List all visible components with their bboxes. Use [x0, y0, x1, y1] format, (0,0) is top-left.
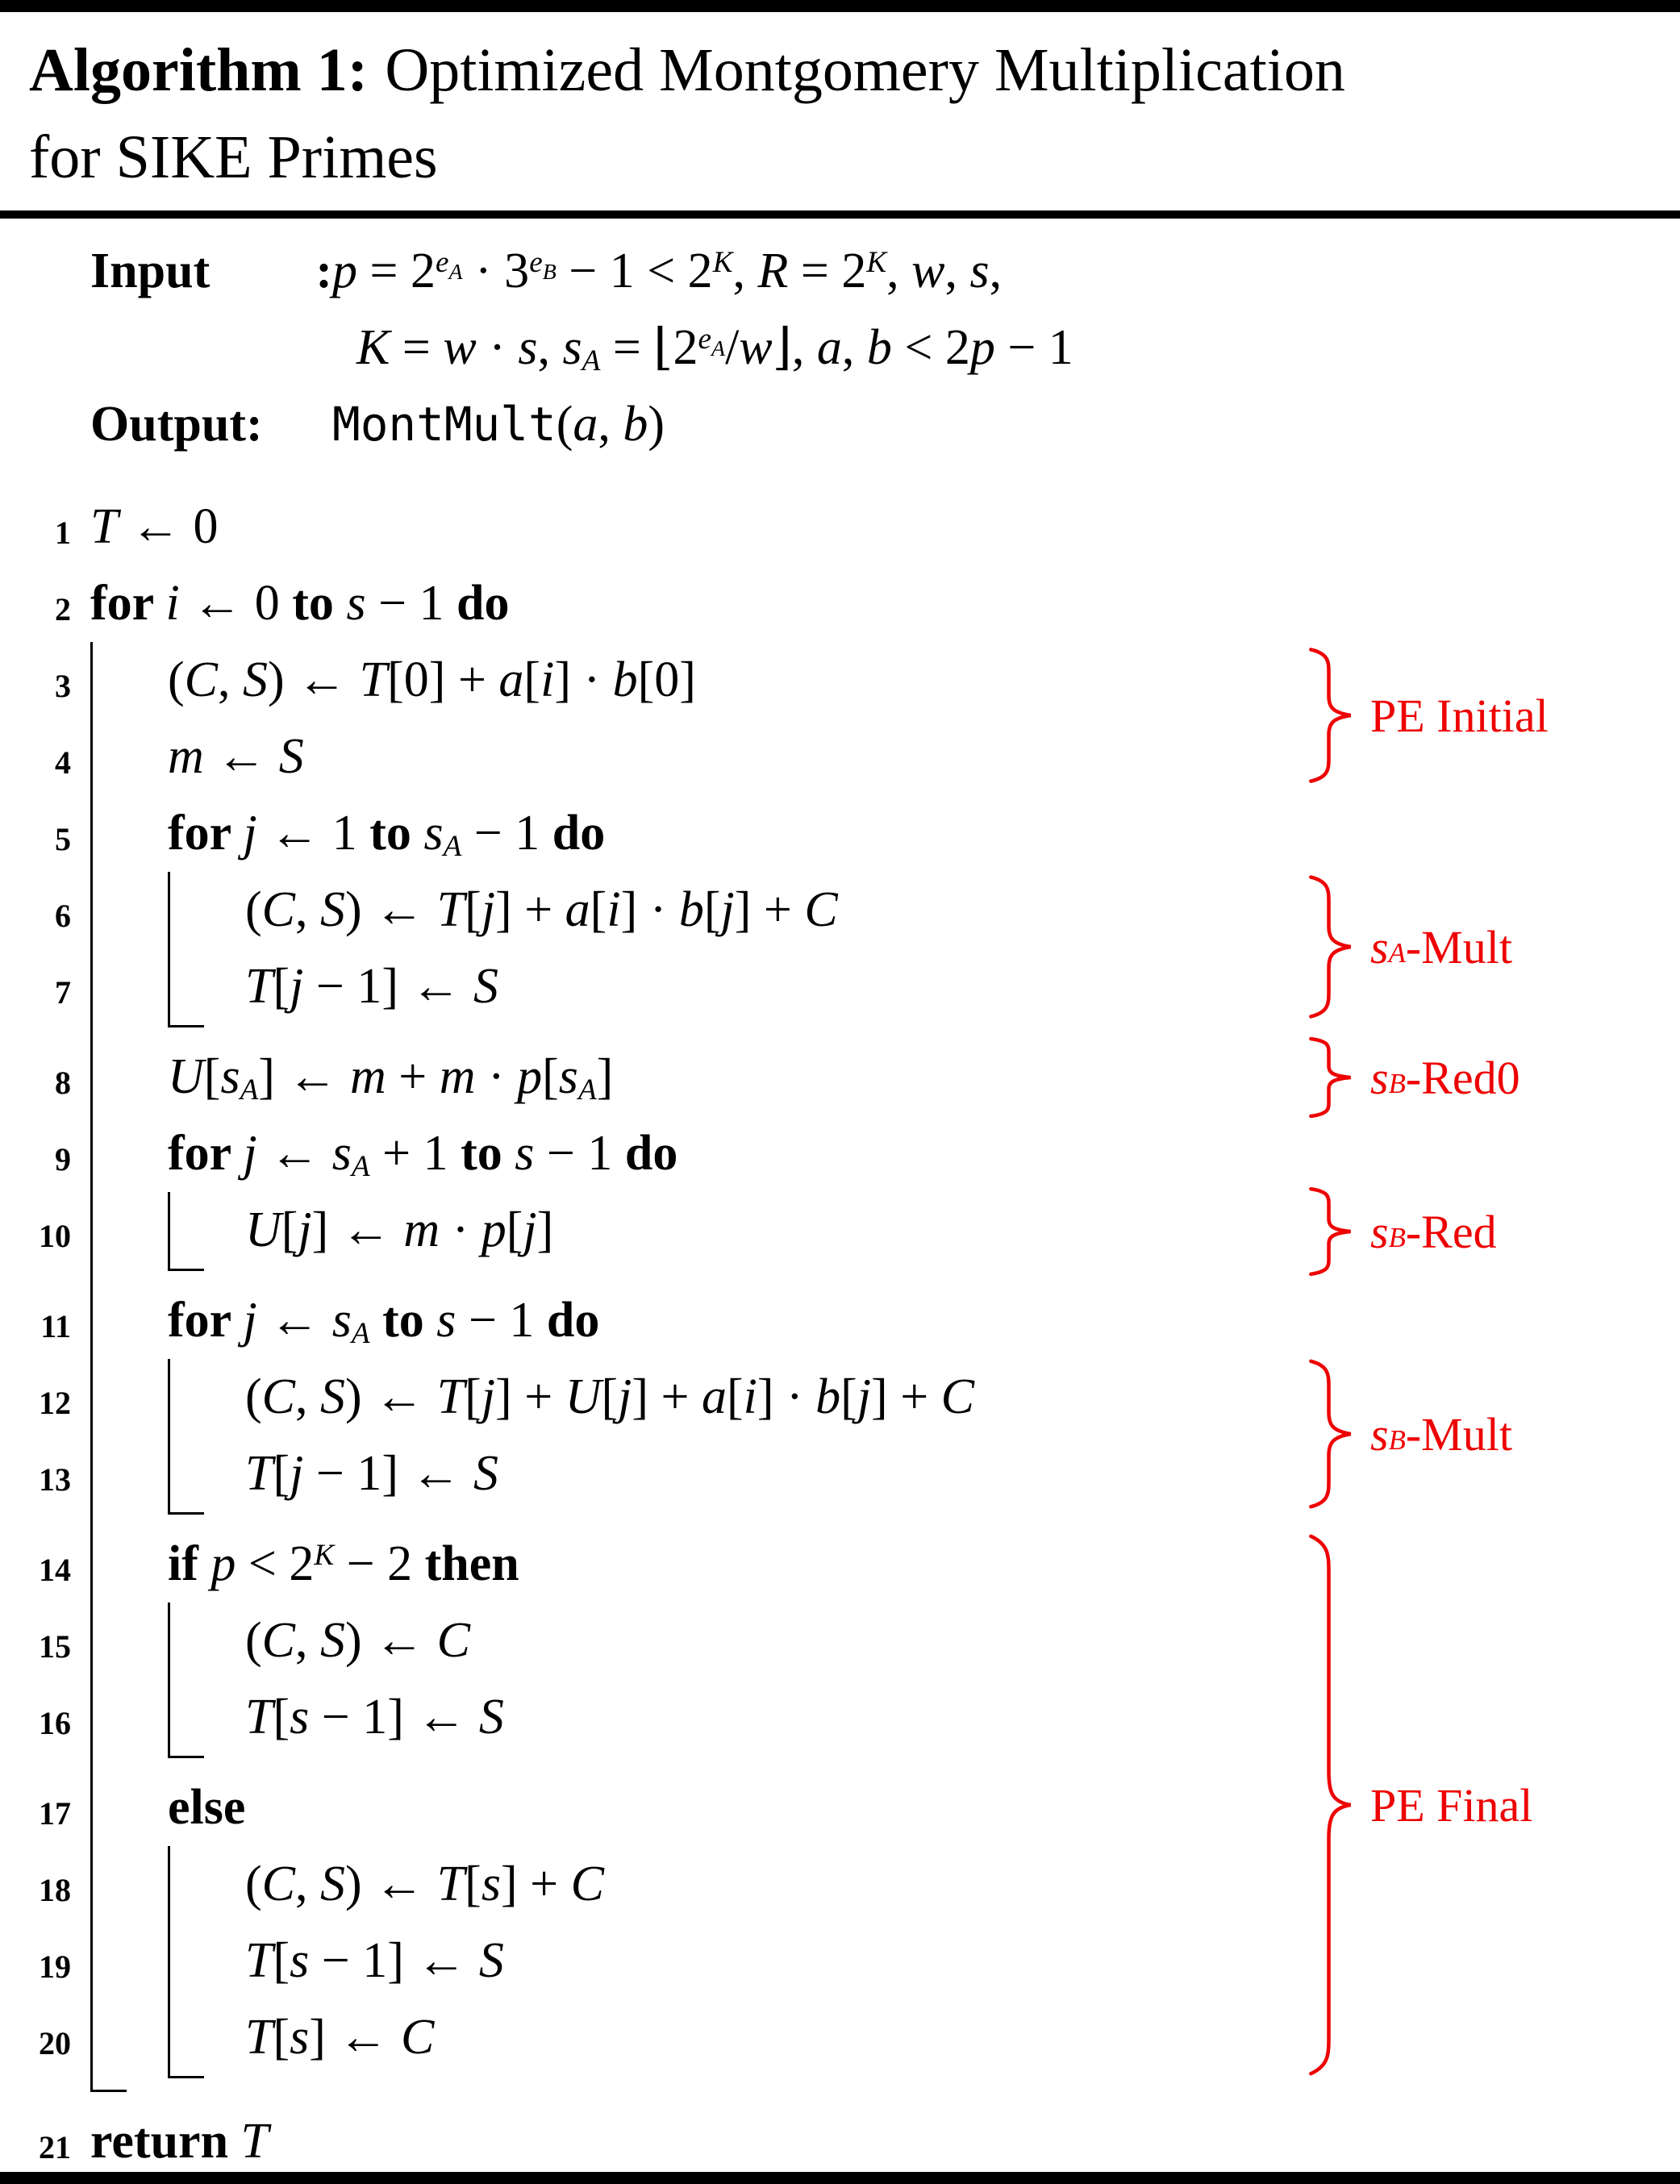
algo-line-9 [55, 1115, 1680, 1192]
sb-mult-brace-icon [1301, 1358, 1361, 1510]
input-expression [332, 233, 1680, 386]
line-number: 7 [55, 974, 71, 1011]
input-expression-line2: K = w · s, $s_A$ = $⌊2^{e_A}/w⌋$, a, b < 2p − 1 [356, 320, 1073, 378]
line-number: 3 [55, 668, 71, 704]
sb-red0-label: s $_B$ -Red0 [1370, 1051, 1520, 1104]
sa-mult-brace-icon [1301, 874, 1361, 1019]
algorithm-caption-label: Algorithm 1: [29, 36, 369, 104]
algorithm-body [0, 484, 1680, 2180]
line-code: if $p < 2^K - 2$ then [168, 1536, 519, 1591]
line-code: T[s] ← C [245, 2010, 435, 2065]
line-number: 6 [55, 898, 71, 934]
line-code: (C, S) ← C [245, 1613, 471, 1668]
line-number: 9 [55, 1141, 71, 1177]
line-code: U[j] ← m · p[j] [245, 1202, 554, 1257]
line-number: 13 [39, 1461, 71, 1498]
line-code: else [168, 1780, 246, 1835]
algo-line-1 [55, 489, 1680, 565]
sb-red-brace-icon [1301, 1187, 1361, 1276]
line-number: 1 [55, 515, 71, 551]
line-number: 12 [39, 1385, 71, 1421]
pe-initial-label: PE Initial [1370, 689, 1549, 742]
output-expression: MontMult(a, b) [332, 397, 665, 452]
pe-final-label: PE Final [1370, 1778, 1533, 1832]
sa-mult-label: s $_A$ -Mult [1370, 920, 1512, 973]
line-number: 18 [39, 1872, 71, 1908]
line-number: 17 [39, 1795, 71, 1832]
pe-initial-annotation [1301, 647, 1549, 784]
algo-line-2 [55, 565, 1680, 642]
algorithm-caption-line1: Optimized Montgomery Multiplication [385, 36, 1345, 104]
input-colon: : [315, 244, 332, 298]
input-label: Input [90, 244, 211, 298]
line-code: for j ← 1 to $s_A - 1$ do [168, 806, 606, 864]
input-row [90, 233, 1680, 386]
line-code: T[j − 1] ← S [245, 959, 498, 1014]
line-code: (C, S) ← T[0] + a[i] · b[0] [168, 652, 696, 707]
line-number: 4 [55, 744, 71, 781]
line-code: $U[s_A]$ ← $m + m \cdot p[s_A]$ [168, 1049, 614, 1107]
line-number: 10 [39, 1218, 71, 1254]
line-number: 8 [55, 1065, 71, 1101]
output-label: Output: [90, 397, 263, 452]
sb-mult-label: s $_B$ -Mult [1370, 1407, 1512, 1461]
sb-red0-annotation [1301, 1037, 1520, 1118]
sb-red0-brace-icon [1301, 1037, 1361, 1118]
caption-divider [0, 210, 1680, 219]
line-code: return T [90, 2114, 269, 2169]
sa-mult-annotation [1301, 874, 1512, 1019]
line-code: (C, S) ← T[j] + U[j] + a[i] · b[j] + C [245, 1369, 975, 1424]
input-expression-line1: $p = 2^{e_A} \cdot 3^{e_B} - 1 < 2^K$, $R = 2^K$, w, s, [332, 244, 1003, 298]
io-section [0, 219, 1680, 484]
pe-final-annotation [1301, 1531, 1532, 2079]
algo-line-5 [55, 795, 1680, 872]
sb-red-annotation [1301, 1187, 1497, 1276]
pe-final-brace-icon [1301, 1531, 1361, 2079]
line-number: 19 [39, 1949, 71, 1985]
line-code: T[j − 1] ← S [245, 1446, 498, 1501]
line-code: for j ← $s_A$ to s − 1 do [168, 1293, 600, 1351]
sb-red-label: s $_B$ -Red [1370, 1205, 1497, 1258]
output-keyword [90, 386, 332, 463]
line-number: 16 [39, 1705, 71, 1741]
input-keyword [90, 233, 332, 310]
algo-line-21 [39, 2103, 1680, 2180]
line-code: T ← 0 [90, 499, 219, 554]
line-number: 5 [55, 821, 71, 857]
algo-line-11 [40, 1282, 1680, 1359]
line-code: for j ← $s_A + 1$ to s − 1 do [168, 1126, 678, 1184]
line-code: T[s − 1] ← S [245, 1690, 504, 1744]
algorithm-caption [0, 12, 1680, 210]
pe-initial-brace-icon [1301, 647, 1361, 784]
line-number: 20 [39, 2025, 71, 2061]
algorithm-caption-line2: for SIKE Primes [29, 123, 438, 191]
output-row [90, 386, 1680, 463]
line-number: 21 [39, 2129, 71, 2165]
line-number: 2 [55, 591, 71, 627]
sb-mult-annotation [1301, 1358, 1512, 1510]
line-number: 14 [39, 1552, 71, 1588]
line-code: (C, S) ← T[s] + C [245, 1857, 604, 1911]
line-number: 15 [39, 1628, 71, 1665]
line-code: m ← S [168, 729, 304, 784]
line-code: (C, S) ← T[j] + a[i] · b[j] + C [245, 882, 838, 937]
line-code: T[s − 1] ← S [245, 1933, 504, 1988]
line-code: for i ← 0 to s − 1 do [90, 576, 510, 631]
line-number: 11 [40, 1308, 71, 1344]
